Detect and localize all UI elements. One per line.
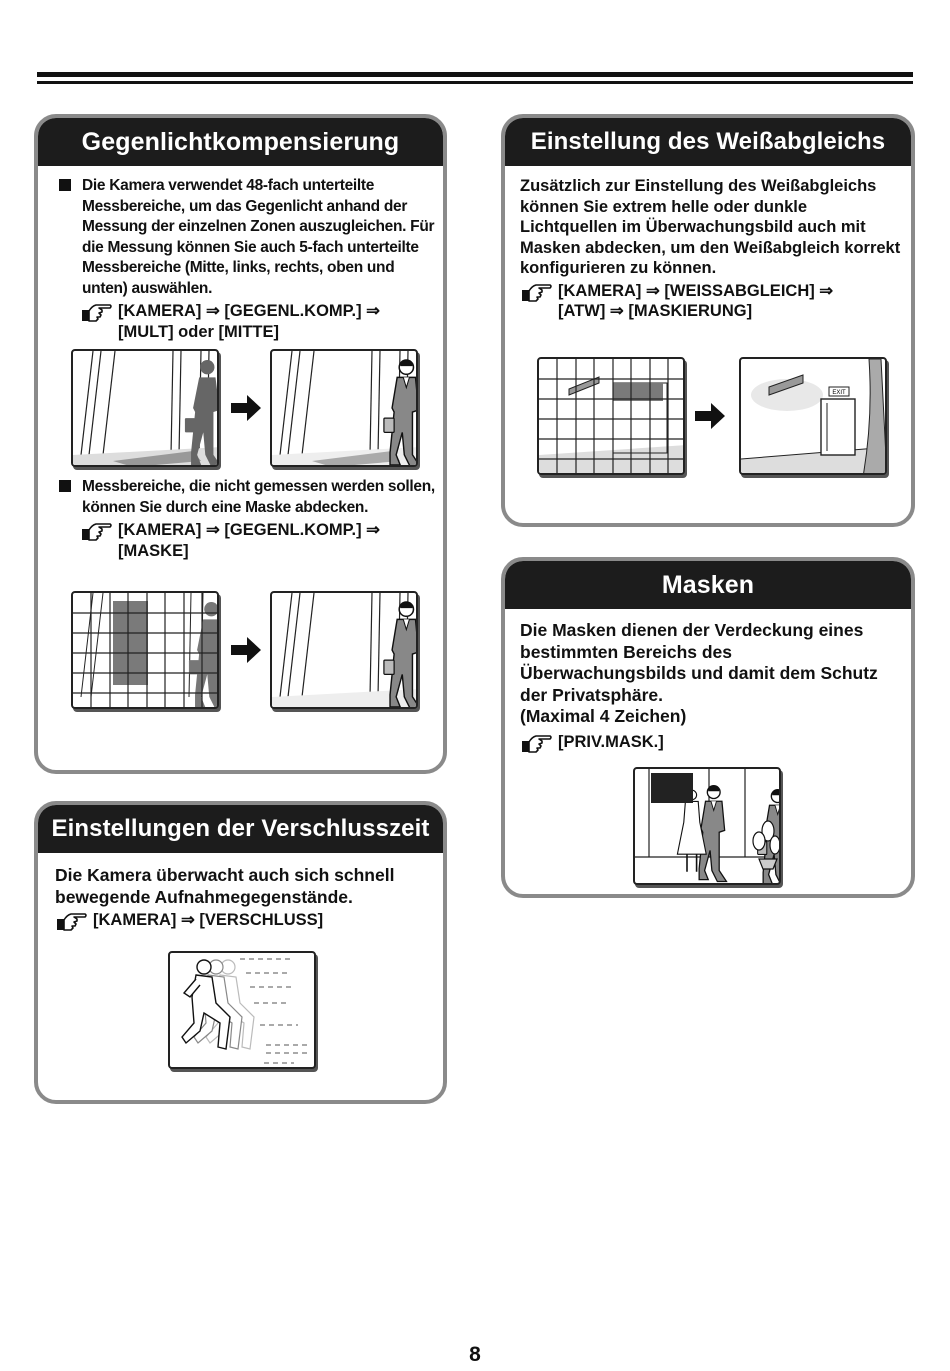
hand-pointer-icon <box>80 301 112 323</box>
masks-text: Die Masken dienen der Verdeckung eines bestimmten Bereichs des Überwachungsbilds und damit dem Schutz der Privatsphäre. (Maximal 4 Zeichen) <box>520 620 878 726</box>
backlight-figure-row-1 <box>71 349 418 467</box>
hand-pointer-icon <box>520 281 552 303</box>
backlight-title: Gegenlichtkompensierung <box>38 118 443 166</box>
top-rule <box>37 72 913 77</box>
hand-pointer-icon <box>80 520 112 542</box>
masks-title: Masken <box>505 561 911 609</box>
exit-sign-text: EXIT <box>832 390 846 396</box>
top-rule-thin <box>37 81 913 84</box>
bullet-square-icon <box>59 480 71 492</box>
masks-privacy-image <box>633 767 781 885</box>
shutter-text: Die Kamera überwacht auch sich schnell bewegende Aufnahmegegenstände. <box>55 865 395 907</box>
whitebalance-before-image <box>537 357 685 475</box>
whitebalance-menu-path: [KAMERA] ⇒ [WEISSABGLEICH] ⇒ [ATW] ⇒ [MASKIERUNG] <box>520 281 901 322</box>
arrow-right-icon <box>231 395 261 421</box>
backlight-bullet-1: Die Kamera verwendet 48-fach unterteilte Messbereiche, um das Gegenlicht anhand der Messung der einzelnen Zonen auszugleichen. Für die Messung können Sie auch 5-fach unterteilte Messbereiche (Mitte, links, rechts, oben und unten) auswählen. <box>55 176 435 299</box>
masks-menu-path: [PRIV.MASK.] <box>520 732 903 754</box>
arrow-right-icon <box>231 637 261 663</box>
backlight-section-2 <box>55 477 435 561</box>
arrow-right-icon <box>695 403 725 429</box>
whitebalance-title: Einstellung des Weißabgleichs <box>505 118 911 166</box>
whitebalance-figure-row <box>537 357 887 475</box>
whitebalance-text: Zusätzlich zur Einstellung des Weißabgleichs können Sie extrem helle oder dunkle Lichtquellen im Überwachungsbild auch mit Masken abdecken, um den Weißabgleich korrekt konfigurieren zu können. <box>520 177 901 277</box>
shutter-menu-path: [KAMERA] ⇒ [VERSCHLUSS] <box>55 910 433 932</box>
backlight-after-image <box>270 349 418 467</box>
backlight-mask-image <box>71 591 219 709</box>
backlight-figure-row-2 <box>71 591 418 709</box>
whitebalance-after-image <box>739 357 887 475</box>
hand-pointer-icon <box>520 732 552 754</box>
hand-pointer-icon <box>55 910 87 932</box>
shutter-runner-image <box>168 951 316 1069</box>
shutter-title: Einstellungen der Verschlusszeit <box>38 805 443 853</box>
backlight-mask-result-image <box>270 591 418 709</box>
backlight-menu-path-1: [KAMERA] ⇒ [GEGENL.KOMP.] ⇒ [MULT] oder [MITTE] <box>80 301 435 342</box>
page-number: 8 <box>469 1343 481 1366</box>
backlight-bullet-2: Messbereiche, die nicht gemessen werden sollen, können Sie durch eine Maske abdecken. <box>55 477 435 518</box>
backlight-menu-path-2: [KAMERA] ⇒ [GEGENL.KOMP.] ⇒ [MASKE] <box>80 520 435 561</box>
backlight-before-image <box>71 349 219 467</box>
bullet-square-icon <box>59 179 71 191</box>
